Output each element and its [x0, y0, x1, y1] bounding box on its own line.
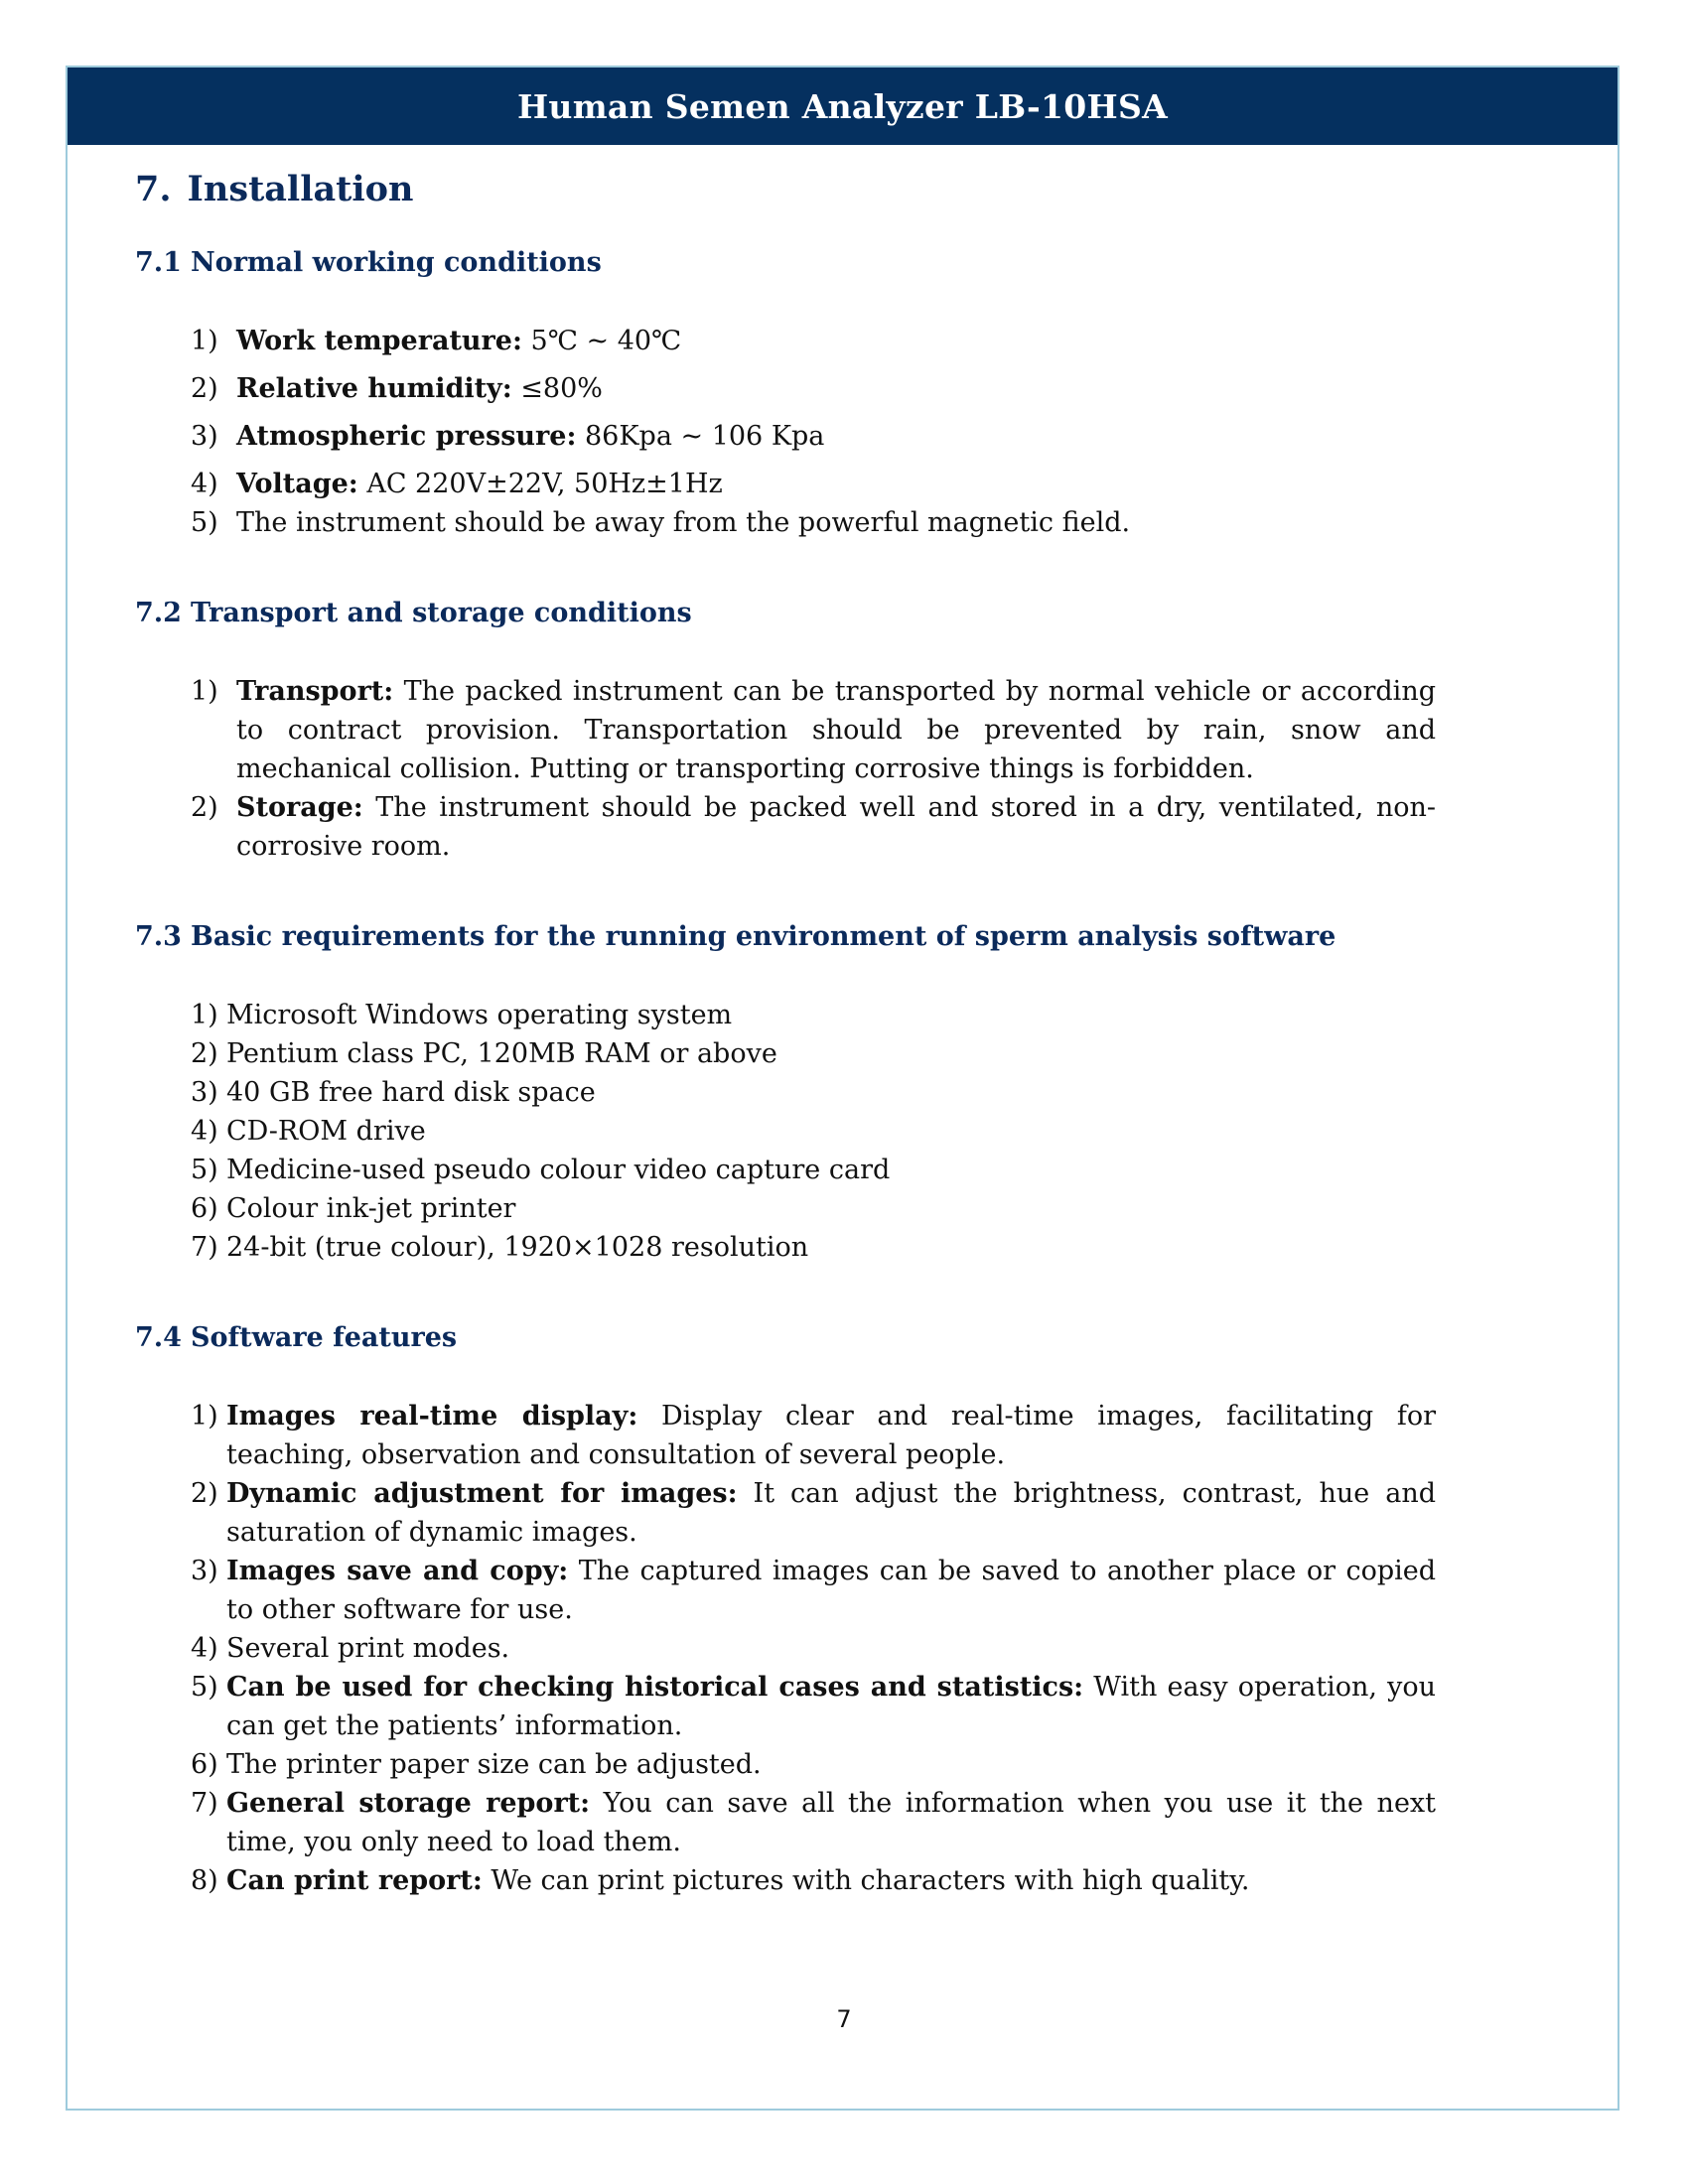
- header-title: Human Semen Analyzer LB-10HSA: [516, 86, 1169, 126]
- item-text: We can print pictures with characters with high quality.: [482, 1865, 1250, 1896]
- list-item: [135, 1668, 1436, 1745]
- item-text: Several print modes.: [226, 1633, 510, 1664]
- item-number: 3): [191, 421, 218, 452]
- subsection-title: Basic requirements for the running environment of sperm analysis software: [191, 921, 1336, 952]
- item-number: 2): [191, 1038, 218, 1069]
- list-item: [135, 1861, 1436, 1900]
- item-number: 5): [191, 507, 218, 538]
- section-title: Installation: [187, 169, 414, 209]
- page-content: [135, 169, 1485, 1900]
- list-item: [135, 1112, 1436, 1151]
- section-heading: [135, 169, 1485, 209]
- item-label: Relative humidity:: [236, 373, 512, 404]
- section-number: 7.: [135, 169, 172, 209]
- list-item: [135, 417, 1436, 456]
- item-text: 40 GB free hard disk space: [226, 1077, 596, 1108]
- list-item: [135, 1228, 1436, 1267]
- list-item: [135, 1034, 1436, 1073]
- item-number: 1): [191, 676, 218, 707]
- subsection-heading: [135, 598, 1485, 628]
- subsection-heading: [135, 1322, 1485, 1353]
- item-number: 6): [191, 1193, 218, 1224]
- list-item: [135, 672, 1436, 788]
- page-number: 7: [836, 2005, 852, 2033]
- software-environment-list: [135, 996, 1485, 1267]
- item-text: Microsoft Windows operating system: [226, 1000, 733, 1030]
- item-number: 4): [191, 1633, 218, 1664]
- item-label: General storage report:: [226, 1788, 591, 1819]
- list-item: [135, 322, 1436, 360]
- item-text: The captured images can be saved to another place or copied to other software for use.: [226, 1556, 1437, 1625]
- item-number: 4): [191, 1116, 218, 1147]
- item-label: Dynamic adjustment for images:: [226, 1478, 738, 1509]
- item-number: 7): [191, 1232, 218, 1263]
- item-number: 2): [191, 792, 218, 823]
- item-label: Images save and copy:: [226, 1556, 569, 1586]
- item-text: ≤80%: [511, 373, 603, 404]
- item-text: Pentium class PC, 120MB RAM or above: [226, 1038, 777, 1069]
- item-number: 1): [191, 1401, 218, 1432]
- subsection-number: 7.4: [135, 1322, 182, 1353]
- item-number: 8): [191, 1865, 218, 1896]
- item-label: Storage:: [236, 792, 363, 823]
- item-number: 6): [191, 1749, 218, 1780]
- transport-storage-list: [135, 672, 1485, 866]
- subsection-number: 7.2: [135, 598, 182, 628]
- item-label: Voltage:: [236, 469, 358, 499]
- item-number: 5): [191, 1672, 218, 1703]
- item-number: 3): [191, 1556, 218, 1586]
- list-item: [135, 1552, 1436, 1629]
- item-text: 86Kpa ~ 106 Kpa: [576, 421, 825, 452]
- item-text: Display clear and real-time images, facilitating for teaching, observation and consultation of several people.: [226, 1401, 1436, 1470]
- item-label: Work temperature:: [236, 326, 522, 356]
- list-item: [135, 1073, 1436, 1112]
- item-text: It can adjust the brightness, contrast, hue and saturation of dynamic images.: [226, 1478, 1436, 1548]
- software-features-list: [135, 1397, 1485, 1900]
- subsection-working-conditions: [135, 247, 1485, 542]
- header-bar: [68, 68, 1618, 145]
- item-number: 4): [191, 469, 218, 499]
- item-text: The instrument should be packed well and stored in a dry, ventilated, non-corrosive room.: [236, 792, 1436, 862]
- item-number: 5): [191, 1155, 218, 1185]
- list-item: [135, 788, 1436, 866]
- list-item: [135, 465, 1436, 503]
- item-text: With easy operation, you can get the patients’ information.: [226, 1672, 1436, 1741]
- list-item: [135, 1784, 1436, 1861]
- subsection-heading: [135, 921, 1485, 952]
- subsection-software-environment: [135, 921, 1485, 1267]
- item-number: 7): [191, 1788, 218, 1819]
- item-label: Can print report:: [226, 1865, 483, 1896]
- item-text: The instrument should be away from the powerful magnetic field.: [236, 507, 1131, 538]
- item-number: 3): [191, 1077, 218, 1108]
- item-text: You can save all the information when you use it the next time, you only need to load them.: [226, 1788, 1436, 1857]
- item-text: 24-bit (true colour), 1920×1028 resolution: [226, 1232, 809, 1263]
- list-item: [135, 1629, 1436, 1668]
- subsection-title: Software features: [191, 1322, 458, 1353]
- item-text: Medicine-used pseudo colour video capture card: [226, 1155, 891, 1185]
- subsection-title: Normal working conditions: [191, 247, 602, 278]
- item-text: CD-ROM drive: [226, 1116, 426, 1147]
- subsection-number: 7.3: [135, 921, 182, 952]
- item-text: 5℃ ~ 40℃: [521, 326, 682, 356]
- item-number: 2): [191, 373, 218, 404]
- item-number: 1): [191, 1000, 218, 1030]
- list-item: [135, 1745, 1436, 1784]
- list-item: [135, 1474, 1436, 1552]
- subsection-heading: [135, 247, 1485, 278]
- subsection-transport-storage: [135, 598, 1485, 866]
- list-item: [135, 369, 1436, 408]
- list-item: [135, 1151, 1436, 1189]
- working-conditions-list: [135, 322, 1485, 542]
- item-text: The printer paper size can be adjusted.: [226, 1749, 762, 1780]
- item-text: AC 220V±22V, 50Hz±1Hz: [357, 469, 723, 499]
- item-number: 1): [191, 326, 218, 356]
- item-label: Can be used for checking historical cases and statistics:: [226, 1672, 1084, 1703]
- item-label: Transport:: [236, 676, 394, 707]
- item-number: 2): [191, 1478, 218, 1509]
- item-text: The packed instrument can be transported by normal vehicle or according to contract provision. Transportation should be prevented by rain, snow and mechanical collision. Putting or transporting corrosive things is forbidden.: [236, 676, 1436, 784]
- list-item: [135, 996, 1436, 1034]
- item-label: Images real-time display:: [226, 1401, 638, 1432]
- subsection-number: 7.1: [135, 247, 182, 278]
- item-label: Atmospheric pressure:: [236, 421, 577, 452]
- item-text: Colour ink-jet printer: [226, 1193, 516, 1224]
- list-item: [135, 503, 1436, 542]
- list-item: [135, 1189, 1436, 1228]
- subsection-software-features: [135, 1322, 1485, 1900]
- list-item: [135, 1397, 1436, 1474]
- subsection-title: Transport and storage conditions: [191, 598, 692, 628]
